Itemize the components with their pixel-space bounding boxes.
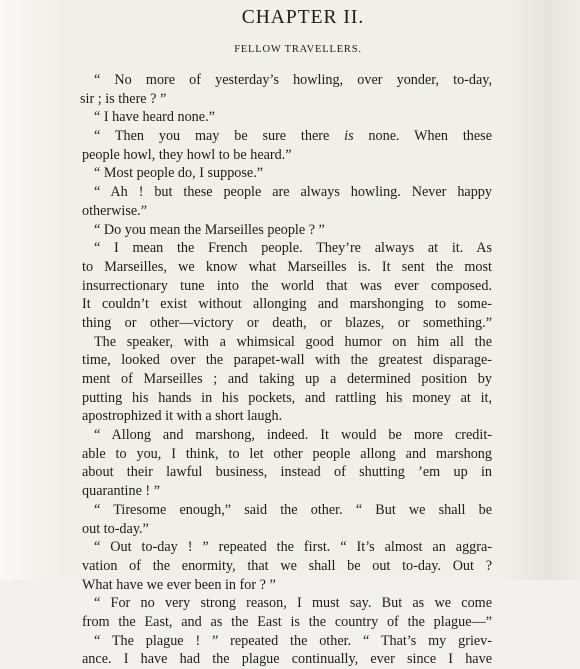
text-line: “ Ah ! but these people are always howling. Never happy — [94, 184, 492, 201]
text-line: “ Do you mean the Marseilles people ? ” — [94, 221, 325, 238]
text-line: “ I mean the French people. They’re always at it. As — [94, 240, 492, 257]
emphasized-word: is — [344, 128, 354, 145]
text-segment: “ Then you may be sure there — [94, 128, 345, 145]
page-left-margin — [0, 0, 60, 580]
text-line: quarantine ! ” — [82, 483, 160, 500]
text-line: “ No more of yesterday’s howling, over yonder, to-day, — [94, 72, 492, 88]
text-line: apostrophized it with a short laugh. — [82, 408, 283, 425]
text-line: It couldn’t exist without allonging and marshonging to some- — [82, 296, 492, 313]
text-line: ance. I have had the plague continually, ever since I have — [82, 651, 492, 668]
text-line: “ Allong and marshong, indeed. It would be more credit- — [94, 427, 492, 444]
text-line: vation of the enormity, that we shall be out to-day. Out ? — [82, 557, 492, 574]
text-line: about their lawful business, instead of shutting ’em up in — [82, 464, 492, 481]
text-line: thing or other—victory or death, or blazes, or something.” — [82, 314, 492, 331]
text-line: from the East, and as the East is the country of the plague—” — [82, 613, 492, 630]
body-text — [82, 71, 492, 669]
page-content — [82, 6, 492, 669]
text-line: “ For no very strong reason, I must say. But as we come — [94, 595, 492, 612]
text-line: able to you, I think, to let other people allong and marshong — [82, 445, 492, 462]
text-line: ment of Marseilles ; and taking up a determined position by — [82, 371, 492, 387]
text-line: “ Tiresome enough,” said the other. “ But we shall be — [94, 501, 492, 518]
text-line: out to-day.” — [82, 520, 149, 537]
chapter-subtitle: FELLOW TRAVELLERS. — [234, 44, 362, 55]
text-line: people howl, they howl to be heard.” — [82, 146, 292, 163]
text-line: sir ; is there ? ” — [80, 90, 167, 107]
text-line: time, looked over the parapet-wall with the greatest disparage- — [82, 352, 492, 369]
text-line: “ Most people do, I suppose.” — [94, 165, 264, 182]
text-line: to Marseilles, we know what Marseilles is. It sent the most — [82, 258, 492, 275]
text-line: “ Out to-day ! ” repeated the first. “ It’s almost an aggra- — [94, 539, 492, 556]
text-line: insurrectionary tune into the world that was ever composed. — [82, 277, 492, 294]
text-line: What have we ever been in for ? ” — [82, 576, 276, 593]
text-line: The speaker, with a whimsical good humor on him all the — [94, 333, 492, 350]
text-line: putting his hands in his pockets, and rattling his money at it, — [82, 389, 492, 406]
chapter-heading: CHAPTER II. — [241, 7, 365, 28]
text-segment: none. When these — [353, 128, 492, 145]
text-line: “ The plague ! ” repeated the other. “ That’s my griev- — [94, 632, 492, 649]
text-line — [82, 127, 492, 146]
text-line: “ I have heard none.” — [94, 109, 215, 126]
text-line: otherwise.” — [82, 202, 148, 219]
show-through-right-edge — [506, 0, 580, 580]
